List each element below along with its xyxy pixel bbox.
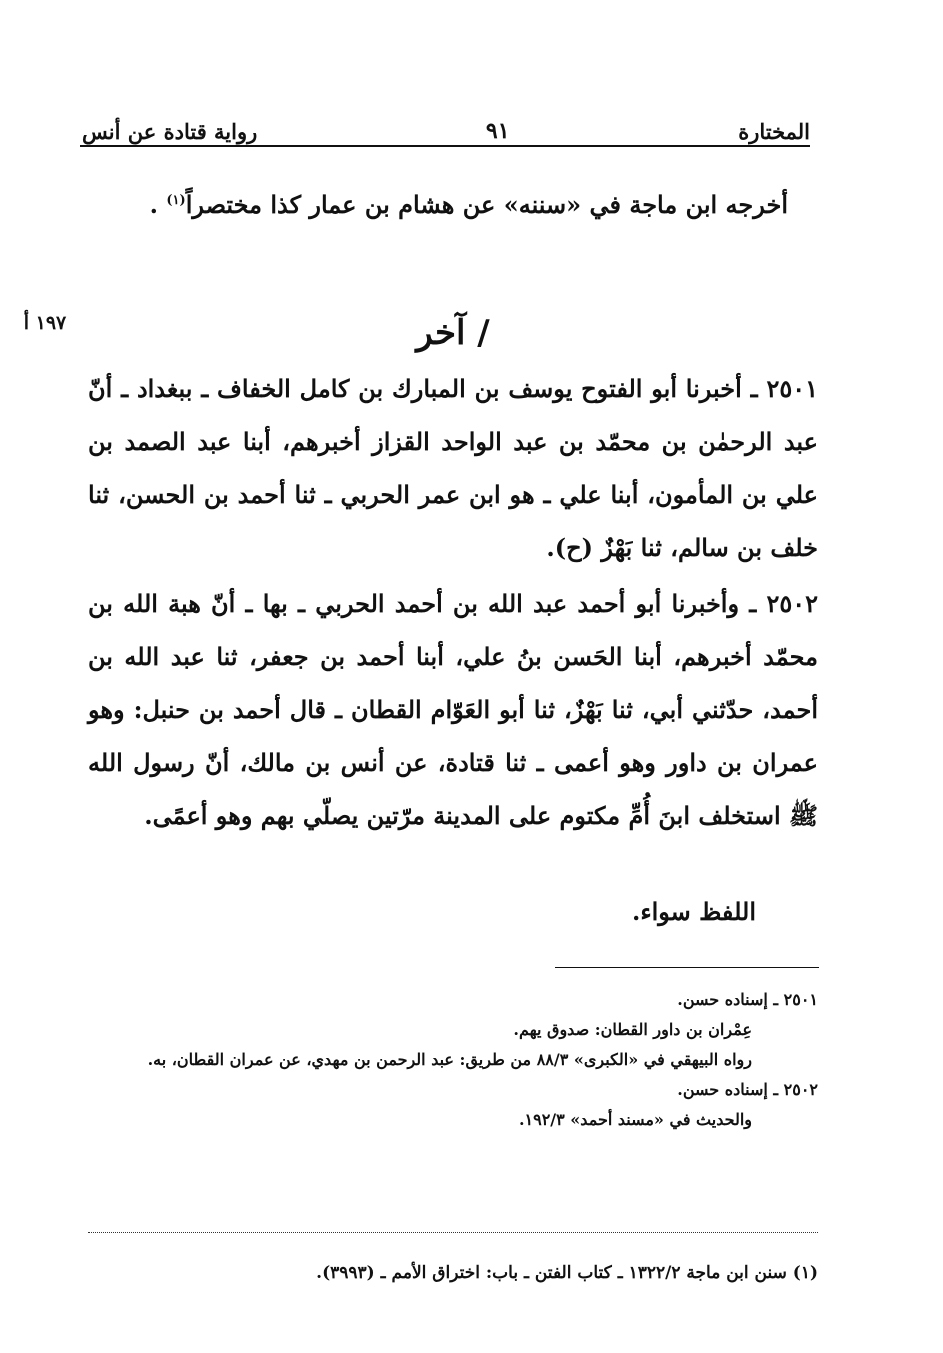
header-chapter-title: رواية قتادة عن أنس [82,119,258,144]
header-book-title: المختارة [738,119,810,144]
lafz-note: اللفظ سواء. [631,897,756,926]
intro-text: أخرجه ابن ماجة في «سننه» عن هشام بن عمار كذا مختصراً [185,190,788,219]
footnote-divider [555,967,819,968]
reference-note: (١) سنن ابن ماجة ١٣٢٢/٢ ـ كتاب الفتن ـ باب: اختراق الأمم ـ (٣٩٩٣). [316,1263,818,1283]
footnote-line: ٢٥٠٢ ـ إسناده حسن. [677,1080,818,1099]
footnote-line: رواه البيهقي في «الكبرى» ٨٨/٣ من طريق: عبد الرحمن بن مهدي، عن عمران القطان، به. [147,1050,752,1069]
hadith-2502: ٢٥٠٢ ـ وأخبرنا أبو أحمد عبد الله بن أحمد الحربي ـ بها ـ أنّ هبة الله بن محمّد أخبرهم، أبنا الحَسن بنُ علي، أبنا أحمد بن جعفر، ثنا عبد الله بن أحمد، حدّثني أبي، ثنا بَهْزٌ، ثنا أبو العَوّام القطان ـ قال أحمد بن حنبل: وهو عمران بن داور وهو أعمى ـ ثنا قتادة، عن أنس بن مالك، أنّ رسول الله ﷺ استخلف ابنَ أُمِّ مكتوم على المدينة مرّتين يصلّي بهم وهو أعمًى. [88,589,818,830]
section-title: / آخر [416,313,490,353]
footnote-marker: (١) [166,193,186,208]
footnote-line: عِمْران بن داور القطان: صدوق يهم. [513,1020,752,1039]
page-number: ٩١ [485,118,510,144]
intro-end: . [149,190,159,219]
reference-divider [88,1232,818,1233]
intro-paragraph [88,178,818,231]
footnote-line: والحديث في «مسند أحمد» ١٩٢/٣. [518,1110,752,1129]
header-divider [80,145,810,147]
page-header [82,108,810,144]
manuscript-folio-note: ١٩٧ أ [23,312,67,334]
footnote-line: ٢٥٠١ ـ إسناده حسن. [677,990,818,1009]
footnotes [88,985,818,1135]
hadith-2501: ٢٥٠١ ـ أخبرنا أبو الفتوح يوسف بن المبارك بن كامل الخفاف ـ ببغداد ـ أنّ عبد الرحمٰن بن محمّد بن عبد الواحد القزاز أخبرهم، أبنا عبد الصمد بن علي بن المأمون، أبنا علي ـ هو ابن عمر الحربي ـ ثنا أحمد بن الحسن، ثنا خلف بن سالم، ثنا بَهْزٌ (ح). [88,374,818,562]
